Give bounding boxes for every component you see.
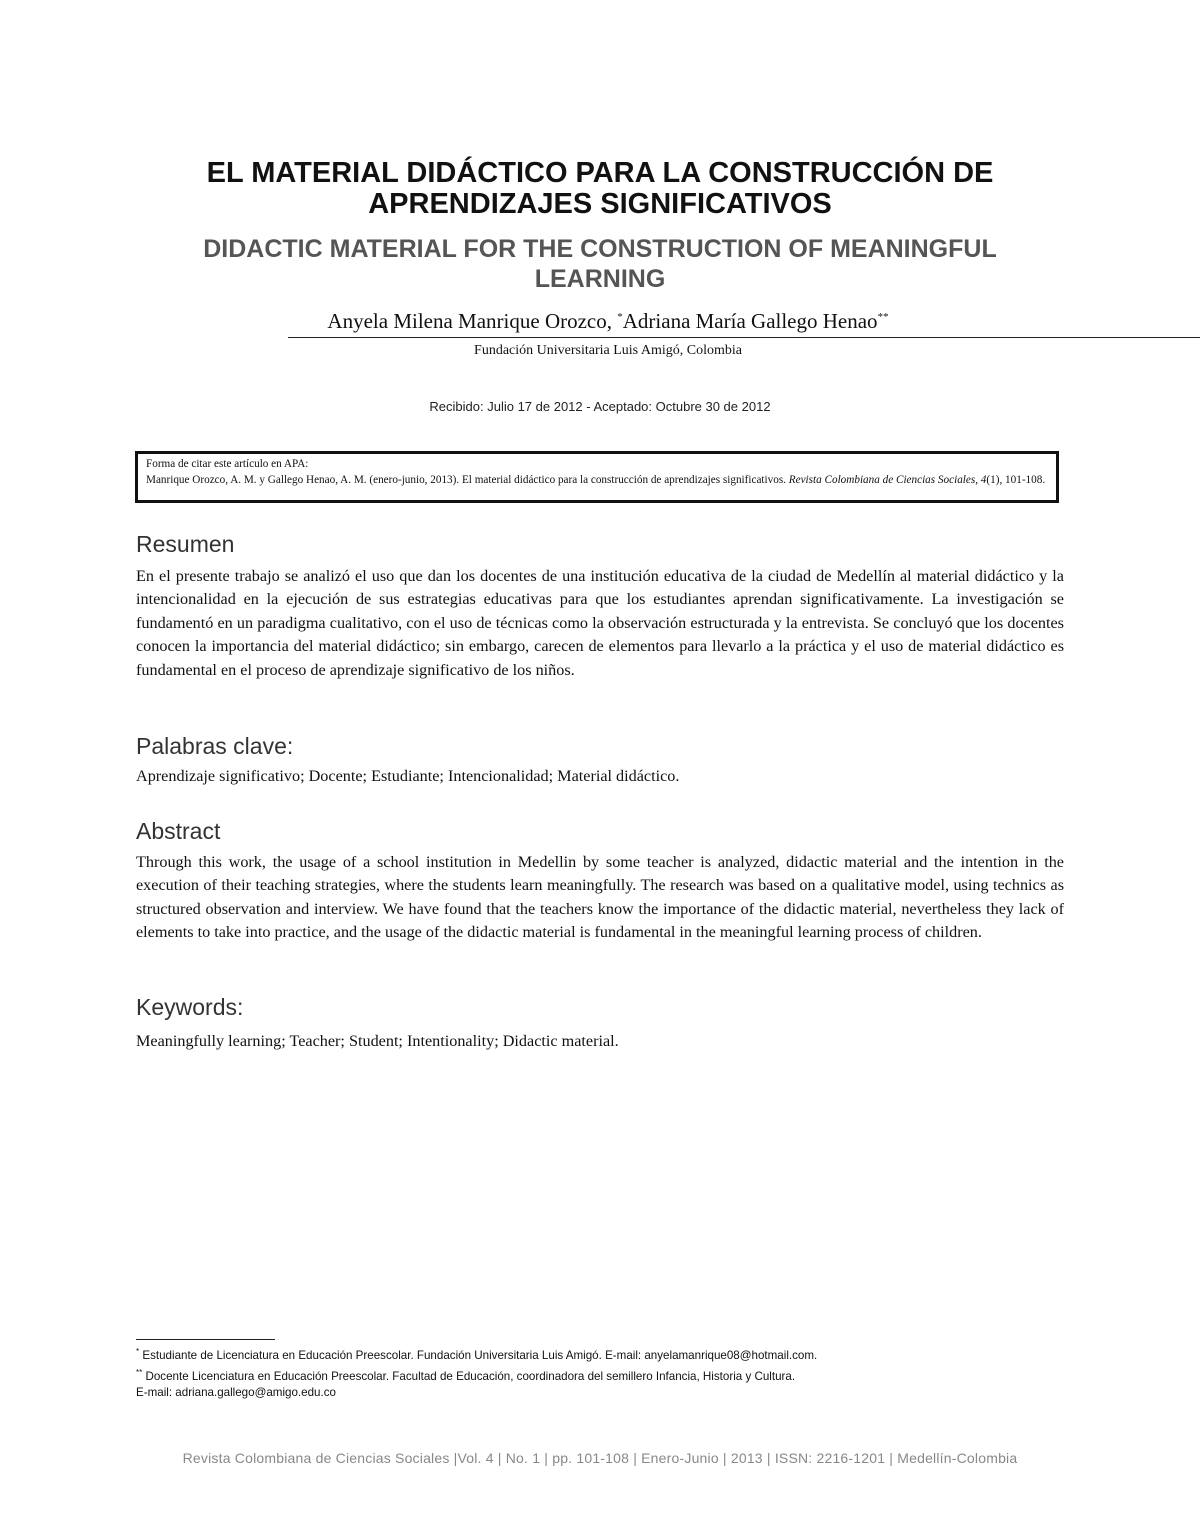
- author-2: Adriana María Gallego Henao: [622, 309, 878, 333]
- citation-journal: Revista Colombiana de Ciencias Sociales, 4: [788, 474, 987, 486]
- footnote-2-mark: **: [136, 1368, 143, 1377]
- footnote-2-email: E-mail: adriana.gallego@amigo.edu.co: [136, 1385, 336, 1399]
- footnote-1-mark: *: [136, 1347, 140, 1356]
- citation-label: Forma de citar este artículo en APA:: [146, 458, 309, 470]
- citation-box: [135, 451, 1059, 503]
- footnote-separator: [136, 1339, 275, 1340]
- title-spanish: [120, 158, 1080, 220]
- footnote-1-text: Estudiante de Licenciatura en Educación Preescolar. Fundación Universitaria Luis Amigó. E-mail: anyelamanrique08@hotmail.com.: [139, 1348, 818, 1362]
- resumen-text: En el presente trabajo se analizó el uso que dan los docentes de una institución educativa de la ciudad de Medellín al material didáctico y la intencionalidad en la ejecución de sus estrategias educativas para que los estudiantes aprendan significativamente. La investigación se fundamentó en un paradigma cualitativo, con el uso de técnicas como la observación estructurada y la entrevista. Se concluyó que los docentes conocen la importancia del material didáctico; sin embargo, carecen de elementos para llevarlo a la práctica y el uso de material didáctico es fundamental en el proceso de aprendizaje significativo de los niños.: [136, 567, 1064, 679]
- page-footer: Revista Colombiana de Ciencias Sociales |Vol. 4 | No. 1 | pp. 101-108 | Enero-Junio | 2013 | ISSN: 2216-1201 | Medellín-Colombia: [182, 1450, 1018, 1466]
- keywords-heading: Keywords:: [136, 994, 244, 1020]
- citation-pages: (1), 101-108.: [986, 474, 1046, 486]
- authors-divider: [288, 337, 1200, 338]
- author-1: Anyela Milena Manrique Orozco,: [327, 309, 618, 333]
- title-english: [120, 234, 1080, 294]
- keywords-text: Meaningfully learning; Teacher; Student; Intentionality; Didactic material.: [136, 1032, 619, 1050]
- author-2-second-footnote-mark: **: [877, 311, 889, 323]
- authors-line: [288, 309, 928, 334]
- title-english-line-2: LEARNING: [534, 265, 666, 293]
- citation-text: [146, 472, 1056, 488]
- footnote-1: [136, 1344, 1066, 1364]
- footnote-2-text: Docente Licenciatura en Educación Preescolar. Facultad de Educación, coordinadora del semillero Infancia, Historia y Cultura.: [142, 1369, 796, 1383]
- title-english-line-1: DIDACTIC MATERIAL FOR THE CONSTRUCTION OF MEANINGFUL: [203, 235, 997, 263]
- palabras-clave-text: Aprendizaje significativo; Docente; Estudiante; Intencionalidad; Material didáctico.: [136, 767, 680, 785]
- footnote-2: [136, 1365, 1066, 1401]
- resumen-heading: Resumen: [136, 531, 235, 557]
- affiliation: Fundación Universitaria Luis Amigó, Colombia: [474, 343, 742, 358]
- author-2-footnote-mark: *: [617, 311, 623, 323]
- title-spanish-line-2: APRENDIZAJES SIGNIFICATIVOS: [368, 188, 832, 220]
- abstract-text: Through this work, the usage of a school institution in Medellin by some teacher is analyzed, didactic material and the intention in the execution of their teaching strategies, where the students learn meaningfully. The research was based on a qualitative model, using technics as structured observation and interview. We have found that the teachers know the importance of the didactic material, nevertheless they lack of elements to take into practice, and the usage of the didactic material is fundamental in the meaningful learning process of children.: [136, 853, 1064, 942]
- title-spanish-line-1: EL MATERIAL DIDÁCTICO PARA LA CONSTRUCCIÓN DE: [206, 157, 994, 189]
- palabras-clave-heading: Palabras clave:: [136, 733, 294, 759]
- received-dates: Recibido: Julio 17 de 2012 - Aceptado: Octubre 30 de 2012: [429, 399, 771, 414]
- citation-reference: Manrique Orozco, A. M. y Gallego Henao, A. M. (enero-junio, 2013). El material didáctico para la construcción de aprendizajes significativos.: [146, 474, 789, 486]
- abstract-heading: Abstract: [136, 818, 221, 844]
